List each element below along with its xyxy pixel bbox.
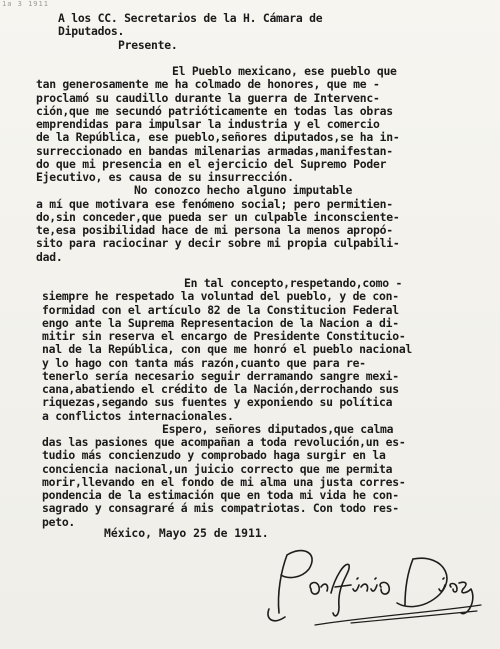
paragraph-1-line: emprendidas para impulsar la industria y el comercio [36,117,380,131]
paragraph-3-line: siempre he respetado la voluntad del pueblo, y de con- [42,289,399,304]
paragraph-4-line: pondencia de la estimación que en toda mi vida he con- [42,488,399,502]
paragraph-1-line: ción,que me secundó patrióticamente en todas las obras [36,103,393,118]
paragraph-1-line: proclamó su caudillo durante la guerra de Intervenc- [36,90,380,105]
address-line: Diputados. [58,24,125,39]
letter-body [6,12,494,529]
paragraph-1-line: de la República, ese pueblo,señores diputados,se ha in- [36,130,400,145]
address-line: A los CC. Secretarios de la H. Cámara de [58,11,323,25]
paragraph-3-line: riquezas,segando sus fuentes y exponiendo su política [42,395,393,410]
paragraph-2-line: te,esa posibilidad hace de mi persona la menos apropó- [36,223,393,237]
paragraph-2-line: No conozco hecho alguno imputable [134,183,353,198]
paragraph-4-line: conciencia nacional,un juicio correcto que me permita [42,461,393,476]
paragraph-4-line: peto. [42,514,76,529]
paragraph-3-line: engo ante la Suprema Representacion de la Nacion a di- [42,315,399,330]
paragraph-2-line: do,sin conceder,que pueda ser un culpable inconsciente- [36,209,400,224]
salutation: Presente. [118,37,178,52]
paragraph-1-line: El Pueblo mexicano, ese pueblo que [172,64,397,78]
paragraph-1-line: surreccionado en bandas milenarias armadas,manifestan- [36,143,393,158]
paragraph-2-line: dad. [36,249,63,264]
paragraph-1-line: Ejecutivo, es causa de su insurrección. [36,170,294,184]
paragraph-3-line: y lo hago con tanta más razón,cuanto que para re- [42,355,366,370]
paragraph-3-line: a conflictos internacionales. [42,408,234,423]
paragraph-4-line: Espero, señores diputados,que calma [162,421,394,436]
paragraph-4-line: sagrado y consagraré á mis compatriotas. Con todo res- [42,501,399,516]
paragraph-4-line: morir,llevando en el fondo de mi alma una justa corres- [42,474,406,489]
paragraph-3-line: tenerlo sería necesario seguir derramando sangre mexi- [42,368,399,383]
paragraph-3-line: En tal concepto,respetando,como - [184,276,403,290]
paragraph-4-line: tudio más concienzudo y comprobado haga surgir en la [42,448,386,463]
paragraph-1-line: tan generosamente me ha colmado de honores, que me - [36,77,380,92]
paragraph-3-line: cana,abatiendo el crédito de la Nación,derrochando sus [42,382,399,396]
archive-mark: 1a 3 1911 [2,0,49,8]
paragraph-2-line: sito para raciocinar y decir sobre mi propia culpabili- [36,236,400,251]
paragraph-1-line: do que mi presencia en el ejercicio del Supremo Poder [36,156,387,171]
paragraph-3-line: formidad con el artículo 82 de la Constitucion Federal [42,302,399,317]
paragraph-4-line: das las pasiones que acompañan a toda revolución,un es- [42,435,406,449]
paragraph-3-line: mitir sin reserva el encargo de Presidente Constitucio- [42,329,406,343]
paragraph-2-line: a mí que motivara ese fenómeno social; pero permitien- [36,196,393,211]
paragraph-3-line: nal de la República, con que me honró el pueblo nacional [42,342,413,357]
handwritten-signature [255,543,490,631]
letter-date: México, Mayo 25 de 1911. [104,526,269,540]
